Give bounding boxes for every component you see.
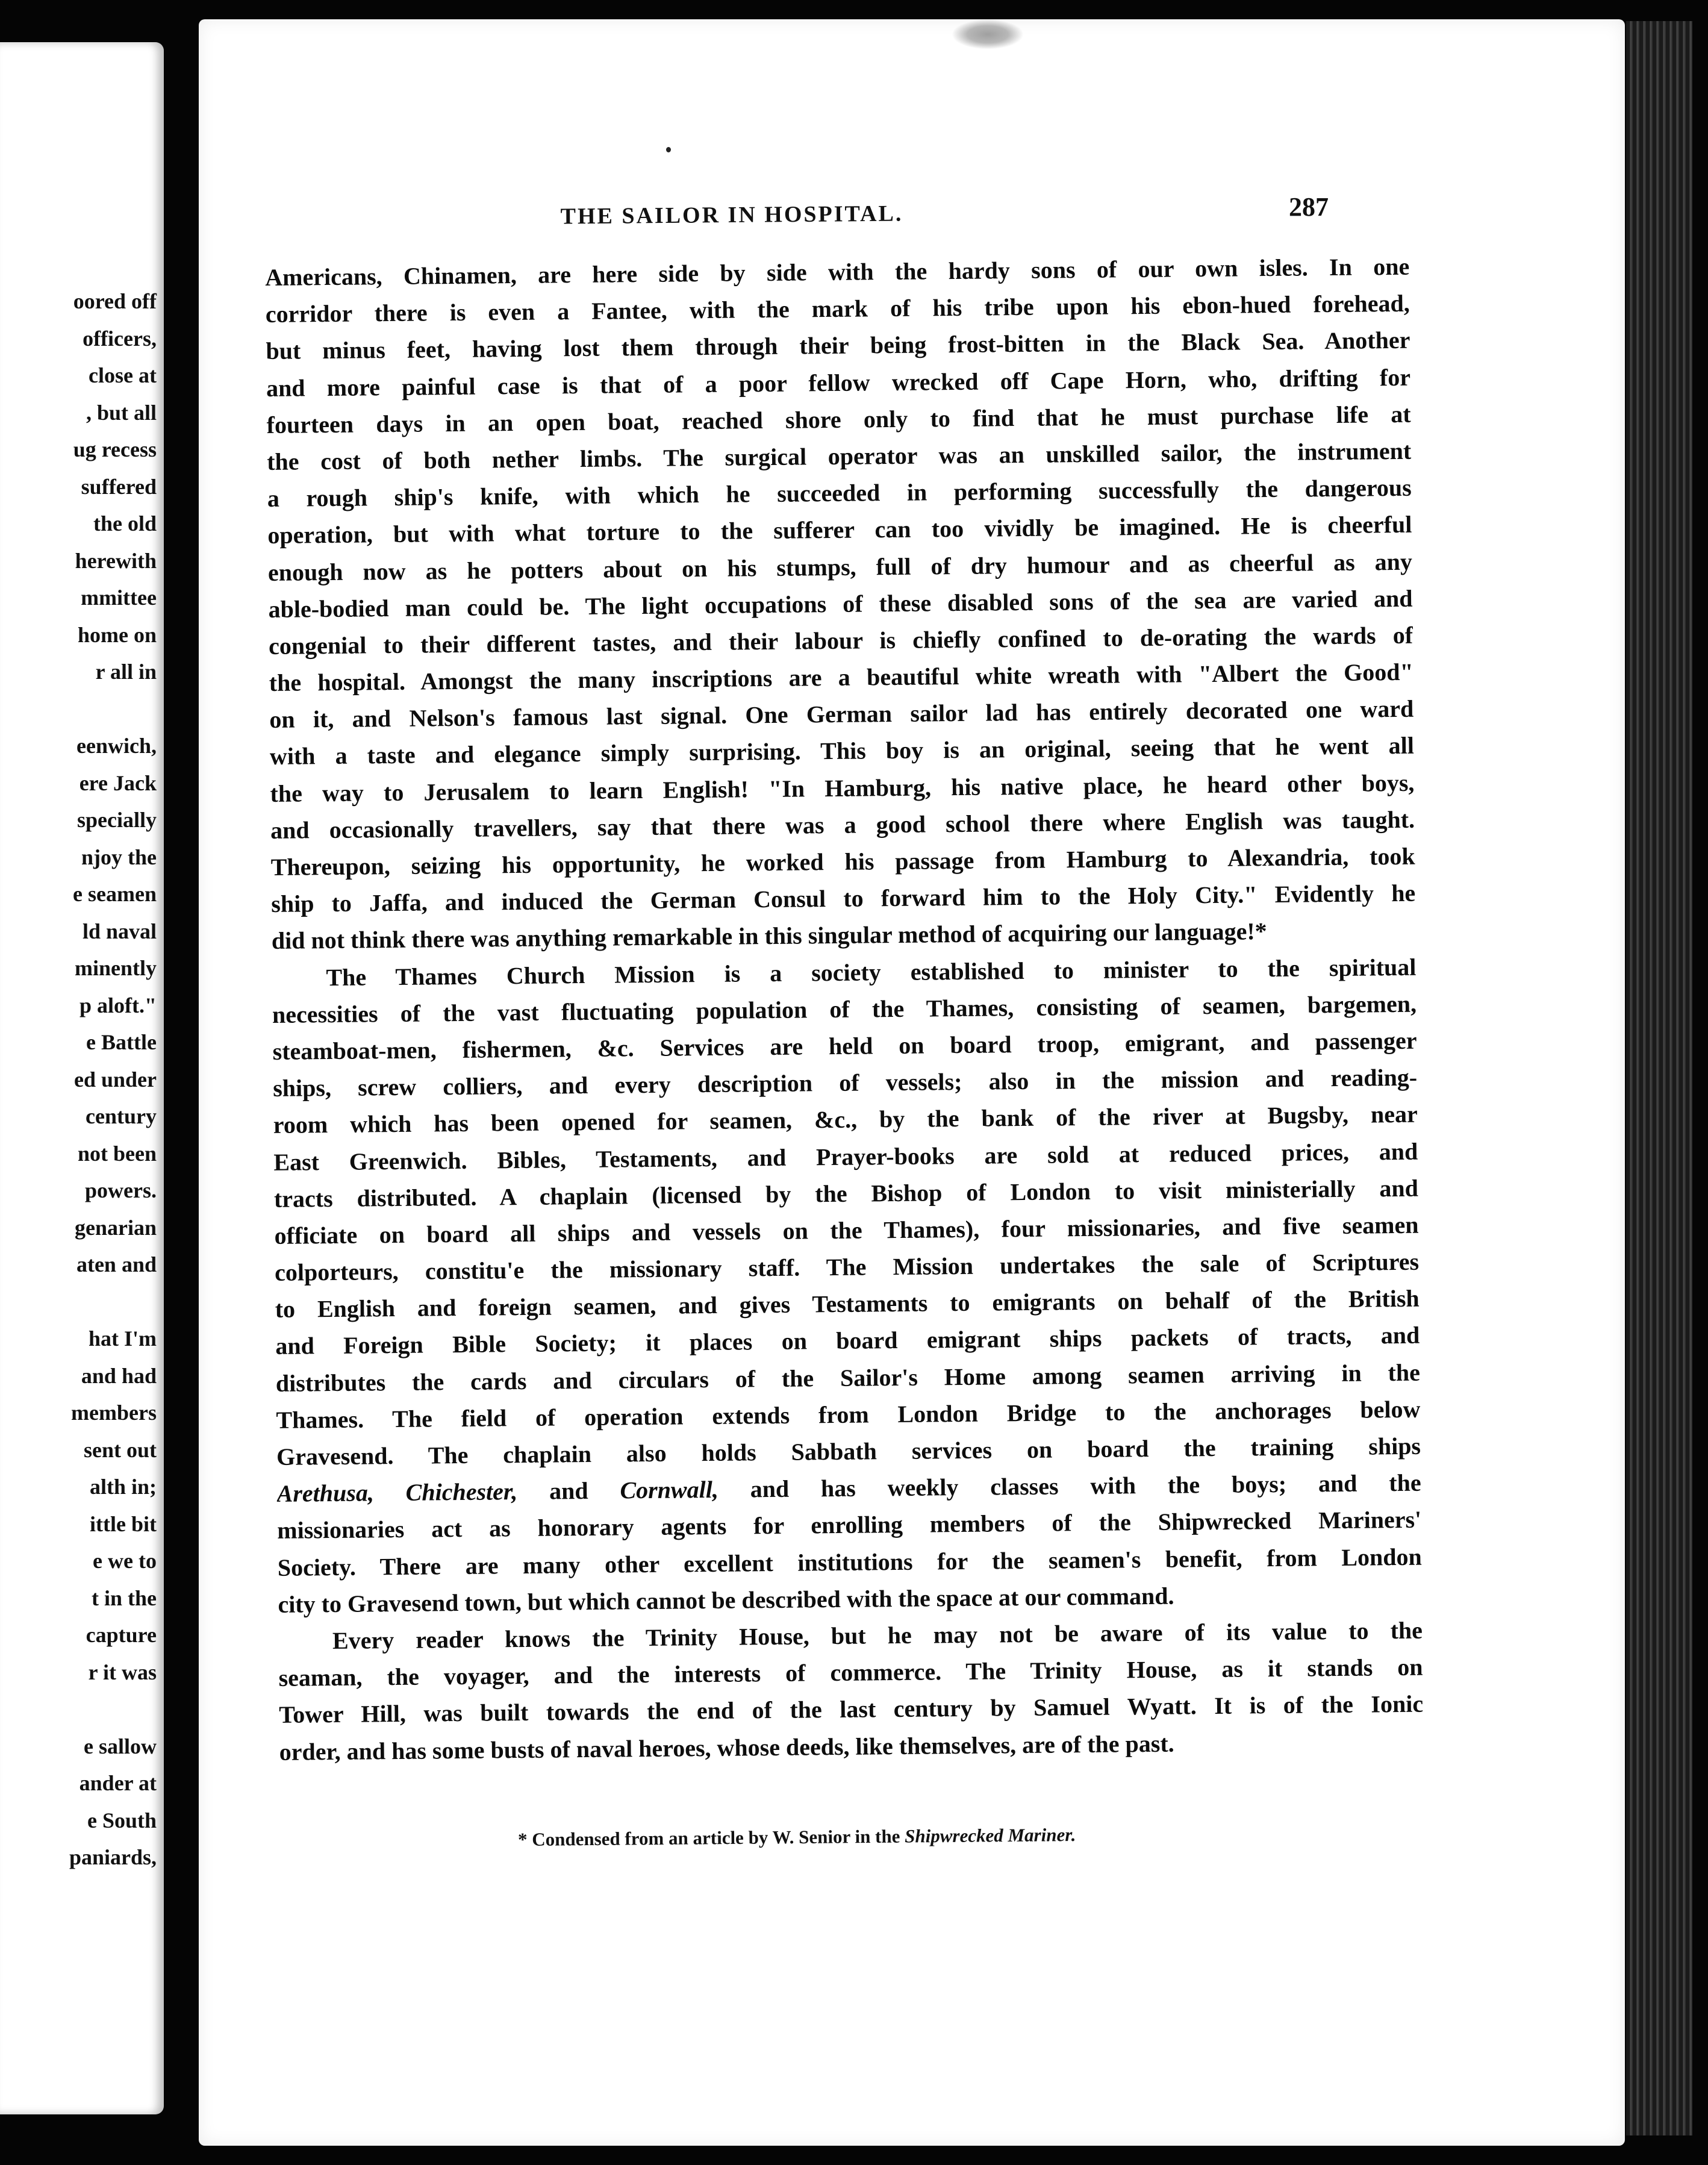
body-line: necessities of the vast fluctuating population of the Thames, consisting of seamen, bargemen, — [272, 990, 1417, 1028]
left-page-line — [0, 691, 157, 728]
left-page-line: close at — [89, 363, 157, 387]
body-line: ships, screw colliers, and every description of vessels; also in the mission and reading- — [272, 1063, 1418, 1102]
body-line: congenial to their different tastes, and their labour is chiefly confined to de-orating the wards of — [268, 621, 1413, 660]
body-line: ship to Jaffa, and induced the German Consul to forward him to the Holy City." Evidently he — [271, 879, 1416, 918]
left-page-line: njoy the — [81, 845, 157, 869]
body-line: corridor there is even a Fantee, with the mark of his tribe upon his ebon-hued forehead, — [265, 289, 1410, 328]
running-title: THE SAILOR IN HOSPITAL. — [560, 201, 903, 230]
body-line: tracts distributed. A chaplain (licensed by the Bishop of London to visit ministerially and — [273, 1174, 1419, 1213]
left-page-line: paniards, — [69, 1845, 157, 1869]
body-line: to English and foreign seamen, and gives Testaments to emigrants on behalf of the British — [275, 1284, 1420, 1323]
left-page-line: hat I'm — [88, 1326, 157, 1351]
body-line: a rough ship's knife, with which he succeeded in performing successfully the dangerous — [267, 473, 1412, 513]
left-page-line: ug recess — [73, 437, 157, 461]
body-line: and Foreign Bible Society; it places on board emigrant ships packets of tracts, and — [275, 1322, 1420, 1360]
left-page-line: aten and — [76, 1252, 157, 1276]
left-page-line: minently — [74, 956, 157, 980]
body-line: the hospital. Amongst the many inscriptions are a beautiful white wreath with "Albert the Good" — [269, 658, 1413, 697]
left-page-line: herewith — [75, 548, 157, 573]
left-page-line: p aloft." — [79, 993, 157, 1017]
page-number: 287 — [1289, 192, 1329, 222]
body-line: Society. There are many other excellent institutions for the seamen's benefit, from London — [277, 1543, 1422, 1581]
left-page-line: genarian — [74, 1215, 157, 1240]
left-page-line: oored off — [73, 289, 157, 313]
left-page-text-fragments — [0, 283, 157, 1876]
ink-dot — [666, 147, 671, 152]
left-page-line: e Battle — [86, 1030, 157, 1054]
body-line: able-bodied man could be. The light occupations of these disabled sons of the sea are varied and — [268, 584, 1413, 623]
body-line: room which has been opened for seamen, &c., by the bank of the river at Bugsby, near — [273, 1101, 1418, 1139]
body-line: with a taste and elegance simply surprising. This boy is an original, seeing that he went all — [269, 732, 1415, 770]
left-page-line: members — [71, 1401, 157, 1425]
body-line: but minus feet, having lost them through their being frost-bitten in the Black Sea. Another — [266, 326, 1410, 365]
ship-name-arethusa: Arethusa, — [276, 1479, 375, 1508]
ship-name-chichester: Chichester, — [405, 1478, 518, 1507]
left-page-line: t in the — [92, 1585, 157, 1610]
body-line: did not think there was anything remarkable in this singular method of acquiring our language!* — [271, 917, 1267, 955]
left-page-line: officers, — [83, 326, 157, 351]
ship-name-cornwall: Cornwall, — [620, 1476, 719, 1504]
left-page-line — [0, 1691, 157, 1728]
left-page-line: sent out — [83, 1437, 157, 1462]
footnote-source: Shipwrecked Mariner. — [905, 1824, 1076, 1847]
left-page-line: capture — [86, 1623, 157, 1647]
left-page-line: e South — [87, 1808, 157, 1832]
left-page-line: alth in; — [89, 1475, 157, 1499]
left-page-line: home on — [77, 622, 157, 647]
body-line: East Greenwich. Bibles, Testaments, and Prayer-books are sold at reduced prices, and — [273, 1137, 1418, 1176]
page-edge-stack — [1626, 21, 1692, 2135]
left-page-line: specially — [77, 808, 157, 832]
body-line: city to Gravesend town, but which cannot be described with the space at our command. — [278, 1582, 1174, 1618]
left-page-line: ittle bit — [90, 1511, 157, 1536]
left-page-line: r it was — [88, 1660, 157, 1684]
body-line: on it, and Nelson's famous last signal. One German sailor lad has entirely decorated one ward — [269, 695, 1414, 734]
left-page-line: the old — [93, 511, 157, 536]
body-line: fourteen days in an open boat, reached shore only to find that he must purchase life at — [266, 400, 1411, 439]
left-page-line: mmittee — [81, 586, 157, 610]
body-line: and more painful case is that of a poor fellow wrecked off Cape Horn, who, drifting for — [266, 363, 1411, 402]
body-line: The Thames Church Mission is a society established to minister to the spiritual — [326, 953, 1417, 991]
paragraph-block-1 — [265, 248, 1421, 1475]
footnote-text: * Condensed from an article by W. Senior in the — [517, 1825, 900, 1851]
ships-joiner: and — [549, 1477, 588, 1505]
left-page-line: suffered — [81, 474, 157, 499]
left-page-line: ld naval — [82, 919, 157, 943]
left-page-line: ed under — [73, 1067, 157, 1092]
body-line: Americans, Chinamen, are here side by side with the hardy sons of our own isles. In one — [265, 252, 1410, 291]
body-line: Thereupon, seizing his opportunity, he worked his passage from Hamburg to Alexandria, took — [270, 842, 1415, 881]
body-line: the way to Jerusalem to learn English! "In Hamburg, his native place, he heard other boys, — [270, 769, 1415, 807]
body-line: the cost of both nether limbs. The surgical operator was an unskilled sailor, the instrument — [267, 437, 1412, 475]
left-page-line: century — [86, 1104, 157, 1128]
paragraph-block-2 — [277, 1501, 1424, 1770]
left-page-line: , but all — [86, 400, 157, 425]
left-page-line: e seamen — [73, 882, 157, 906]
left-page-line: ere Jack — [79, 770, 157, 795]
left-page-line: powers. — [85, 1178, 157, 1202]
left-page-line: and had — [81, 1363, 157, 1388]
body-line: Tower Hill, was built towards the end of the last century by Samuel Wyatt. It is of the Ionic — [278, 1690, 1424, 1729]
ships-line-rest: and has weekly classes with the boys; and the — [750, 1469, 1421, 1503]
left-page-line: not been — [77, 1141, 157, 1166]
body-line: seaman, the voyager, and the interests of commerce. The Trinity House, as it stands on — [278, 1653, 1423, 1692]
left-page-line: e sallow — [84, 1734, 157, 1758]
left-page-line: eenwich, — [76, 734, 157, 758]
body-line: enough now as he potters about on his stumps, full of dry humour and as cheerful as any — [267, 548, 1413, 586]
body-line: and occasionally travellers, say that there was a good school there where English was taught. — [270, 805, 1415, 844]
body-line: steamboat-men, fishermen, &c. Services are held on board troop, emigrant, and passenger — [272, 1026, 1417, 1065]
body-line: order, and has some busts of naval heroes, whose deeds, like themselves, are of the past. — [279, 1729, 1174, 1766]
left-page-line — [0, 1284, 157, 1321]
left-page-line: e we to — [93, 1549, 157, 1573]
body-line: missionaries act as honorary agents for enrolling members of the Shipwrecked Mariners' — [277, 1506, 1422, 1545]
body-line: colporteurs, constitu'e the missionary staff. The Mission undertakes the sale of Scriptures — [274, 1248, 1420, 1286]
ink-smudge — [952, 19, 1024, 49]
body-line: operation, but with what torture to the sufferer can too vividly be imagined. He is cheerful — [267, 511, 1412, 549]
body-text — [265, 248, 1424, 1770]
left-facing-page — [0, 42, 164, 2114]
body-line: officiate on board all ships and vessels on the Thames), four missionaries, and five seamen — [274, 1211, 1419, 1249]
body-line: Every reader knows the Trinity House, but he may not be aware of its value to the — [332, 1616, 1423, 1654]
body-line: Thames. The field of operation extends from London Bridge to the anchorages below — [276, 1395, 1421, 1434]
left-page-line: ander at — [79, 1771, 157, 1795]
body-line: Gravesend. The chaplain also holds Sabbath services on board the training ships — [276, 1432, 1421, 1470]
body-line: distributes the cards and circulars of the Sailor's Home among seamen arriving in the — [275, 1358, 1421, 1397]
left-page-line: r all in — [95, 660, 157, 684]
